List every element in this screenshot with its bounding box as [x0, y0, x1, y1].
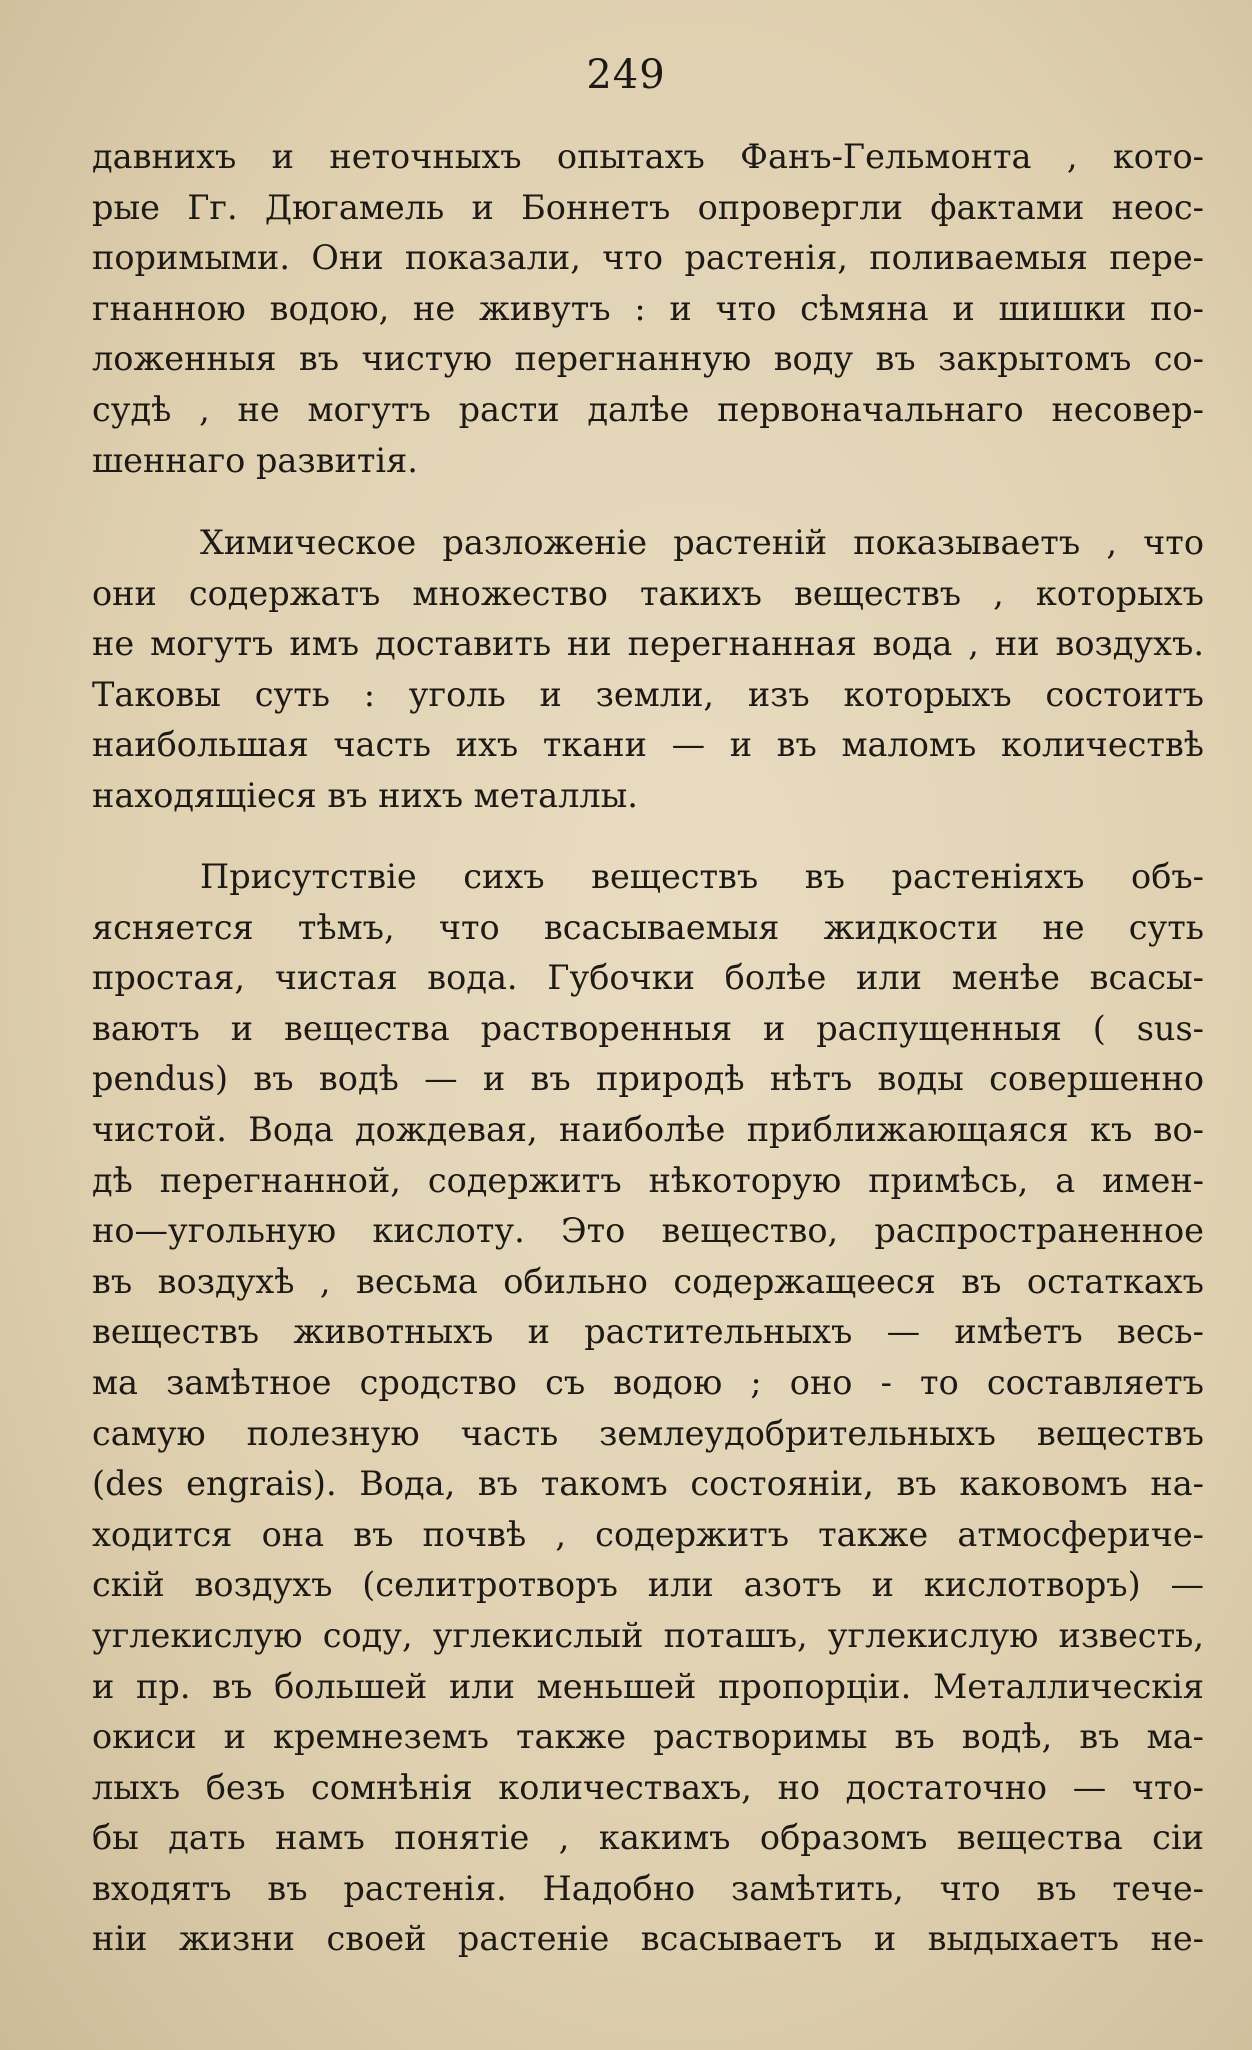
text-line: веществъ животныхъ и растительныхъ — имѣетъ весь- [92, 1312, 1204, 1352]
text-line: ма замѣтное сродство съ водою ; оно - то составляетъ [92, 1362, 1204, 1402]
text-line: находящіеся въ нихъ металлы. [92, 775, 638, 815]
text-line: Присутствіе сихъ веществъ въ растеніяхъ объ- [200, 857, 1204, 896]
text-line: поримыми. Они показали, что растенія, поливаемыя пере- [92, 238, 1204, 278]
text-line: окиси и кремнеземъ также растворимы въ водѣ, въ ма- [92, 1717, 1204, 1757]
text-line: гнанною водою, не живутъ : и что сѣмяна и шишки по- [92, 288, 1204, 328]
text-line: они содержатъ множество такихъ веществъ , которыхъ [92, 573, 1204, 613]
page-number: 249 [586, 52, 666, 98]
text-line: входятъ въ растенія. Надобно замѣтить, что въ тече- [92, 1868, 1204, 1908]
text-line: наибольшая часть ихъ ткани — и въ маломъ количествѣ [92, 725, 1204, 765]
text-line: не могутъ имъ доставить ни перегнанная вода , ни воздухъ. [92, 624, 1204, 664]
text-line: шеннаго развитія. [92, 440, 418, 480]
text-line: рые Гг. Дюгамель и Боннетъ опровергли фактами неос- [92, 187, 1204, 227]
text-line: ніи жизни своей растеніе всасываетъ и выдыхаетъ не- [92, 1919, 1204, 1959]
text-line: ложенныя въ чистую перегнанную воду въ закрытомъ со- [92, 339, 1204, 379]
text-line: Химическое разложеніе растеній показываетъ , что [200, 523, 1204, 562]
text-line: ясняется тѣмъ, что всасываемыя жидкости не суть [92, 907, 1204, 947]
text-line: скій воздухъ (селитротворъ или азотъ и кислотворъ) — [92, 1565, 1204, 1605]
text-line: и пр. въ большей или меньшей пропорціи. Металлическія [92, 1666, 1204, 1706]
text-line: углекислую соду, углекислый поташъ, углекислую известь, [92, 1615, 1204, 1655]
text-line: чистой. Вода дождевая, наиболѣе приближающаяся къ во- [92, 1109, 1204, 1149]
text-line: Таковы суть : уголь и земли, изъ которыхъ состоитъ [92, 674, 1204, 714]
text-line: (des engrais). Вода, въ такомъ состояніи, въ каковомъ на- [92, 1464, 1204, 1504]
text-line: въ воздухѣ , весьма обильно содержащееся въ остаткахъ [92, 1261, 1204, 1301]
text-line: судѣ , не могутъ расти далѣе первоначальнаго несовер- [92, 389, 1204, 429]
text-line: pendus) въ водѣ — и въ природѣ нѣтъ воды совершенно [92, 1059, 1204, 1099]
text-line: бы дать намъ понятіе , какимъ образомъ вещества сіи [92, 1818, 1204, 1858]
text-line: но—угольную кислоту. Это вещество, распространенное [92, 1211, 1204, 1251]
text-line: простая, чистая вода. Губочки болѣе или менѣе всасы- [92, 958, 1204, 998]
paragraph-3 [92, 852, 1204, 1965]
text-line: лыхъ безъ сомнѣнія количествахъ, но достаточно — что- [92, 1767, 1204, 1807]
text-line: ваютъ и вещества растворенныя и распущенныя ( sus- [92, 1008, 1204, 1048]
paragraph-1 [92, 132, 1204, 486]
text-line: дѣ перегнанной, содержитъ нѣкоторую примѣсь, а имен- [92, 1160, 1204, 1200]
text-line: самую полезную часть землеудобрительныхъ веществъ [92, 1413, 1204, 1453]
text-line: давнихъ и неточныхъ опытахъ Фанъ-Гельмонта , кото- [92, 137, 1204, 176]
paragraph-2 [92, 518, 1204, 822]
text-line: ходится она въ почвѣ , содержитъ также атмосфериче- [92, 1514, 1204, 1554]
